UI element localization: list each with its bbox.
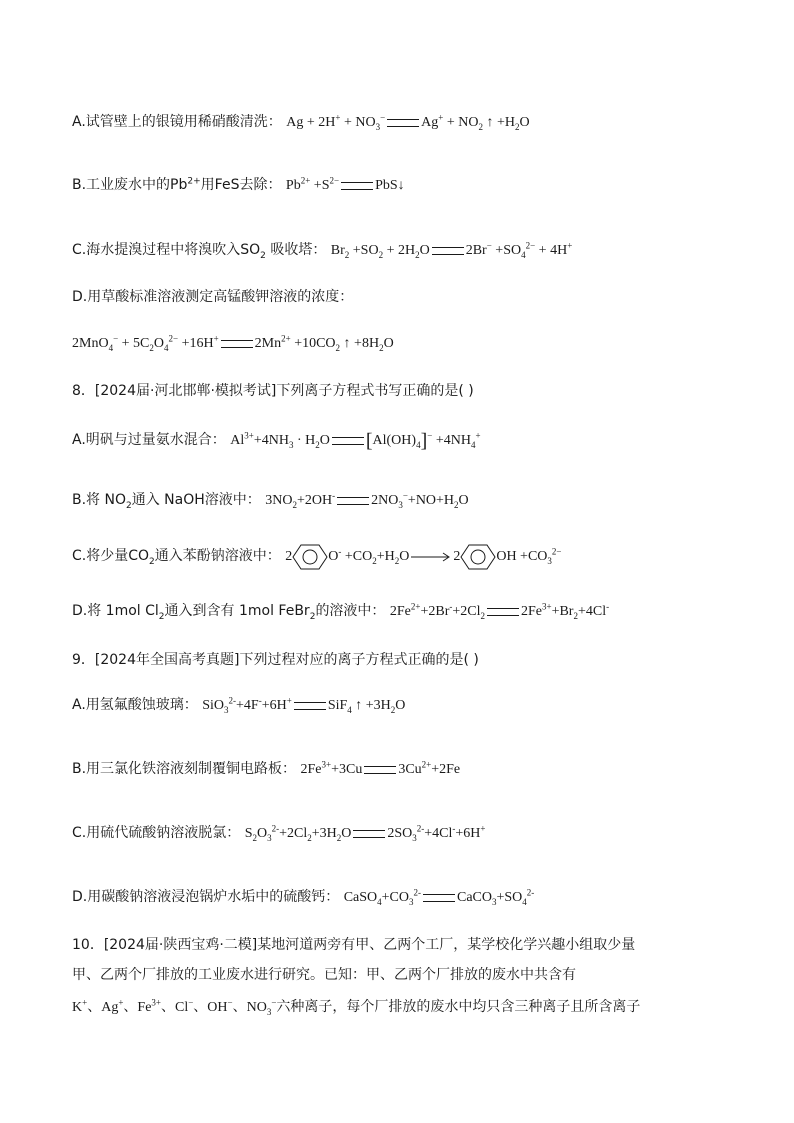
q9-option-d (72, 887, 534, 908)
q9-option-a-label: A.用氢氟酸蚀玻璃： (72, 697, 198, 713)
q7-option-a (72, 112, 530, 133)
benzene-ring-icon (292, 543, 328, 571)
benzene-ring-icon (460, 543, 496, 571)
q8-option-a (72, 430, 481, 451)
right-arrow-icon (411, 552, 451, 562)
q9-stem: 9．[2024年全国高考真题]下列过程对应的离子方程式正确的是( ) (72, 652, 479, 668)
q8-option-a-label: A.明矾与过量氨水混合： (72, 432, 226, 448)
q9-option-c-equation: $S_2O_3^{2-}+2Cl_2+3H_2O$ $2SO_3^{2-}+4Cl^-+6H^+$ (244, 823, 486, 843)
q7-option-c-label: C.海水提溴过程中将溴吹入$SO_2$ 吸收塔： (72, 242, 327, 261)
q8-option-c-equation: 2 $O^- +CO_2+H_2O$ 2 OH $+CO_3^{2-}$ (285, 549, 561, 564)
q9-option-d-label: D.用碳酸钠溶液浸泡锅炉水垢中的硫酸钙： (72, 889, 340, 905)
q10-ion-list: K+、Ag+、$Fe^{3+}$、Cl−、OH−、$NO_3^-$ (72, 997, 277, 1017)
q9-option-c (72, 823, 486, 844)
q8-option-d-label: D.将 1mol $Cl_2$通入到含有 1mol FeBr$_2$的溶液中： (72, 603, 386, 622)
q8-stem: 8．[2024届·河北邯郸·模拟考试]下列离子方程式书写正确的是( ) (72, 383, 474, 399)
q9-option-b-equation: $2Fe^{3+}+3Cu$ $3Cu^{2+}+2Fe$ (300, 759, 461, 777)
q7-option-a-equation: $Ag + 2H^+ + NO_3^-$ $Ag^+ + NO_2$ ↑ $+H_2O$ (286, 112, 530, 132)
q7-option-a-label: A.试管壁上的银镜用稀硝酸清洗： (72, 114, 282, 130)
q7-option-d-label: D.用草酸标准溶液测定高锰酸钾溶液的浓度： (72, 289, 354, 305)
q7-option-c-equation: $Br_2 +SO_2 + 2H_2O$ $2Br^- +SO_4^{2-} + 4H^+$ (330, 240, 573, 260)
q8-option-c (72, 543, 561, 571)
q8-option-a-equation: $Al^{3+}+4NH_3 \cdot H_2O$ $[Al(OH)_4]^- +4NH_4^+$ (230, 429, 481, 452)
q9-option-b (72, 759, 460, 780)
q7-option-c (72, 240, 572, 261)
q7-option-d (72, 287, 353, 307)
q7-option-d-equation: $2MnO_4^- + 5C_2O_4^{2-} +16H^+$ $2Mn^{2+} +10CO_2$ ↑ $+8H_2O$ (72, 333, 394, 353)
q9-option-a (72, 695, 405, 716)
q9-option-d-equation: $CaSO_4+CO_3^{2-}$ $CaCO_3+SO_4^{2-}$ (343, 887, 535, 907)
q7-option-d-equation-line (72, 333, 394, 354)
q9-option-b-label: B.用三氯化铁溶液刻制覆铜电路板： (72, 761, 297, 777)
q7-option-b-label: B.工业废水中的$Pb^{2+}$用FeS去除： (72, 176, 282, 193)
q9-option-a-equation: SiO$_3^{2-}$+4F-+6H+ SiF$_4$ ↑ $+3H_2O$ (202, 695, 406, 715)
q7-option-b (72, 175, 405, 196)
q8-option-c-label: C.将少量$CO_2$通入苯酚钠溶液中： (72, 548, 281, 568)
q10-line-3: K+、Ag+、$Fe^{3+}$、Cl−、OH−、$NO_3^-$六种离子，每个厂排放的废水中均只含三种离子且所含离子 (72, 997, 641, 1017)
q10-line-2: 甲、乙两个厂排放的工业废水进行研究。已知：甲、乙两个厂排放的废水中共含有 (72, 967, 576, 983)
q8-option-b-equation: $3NO_2+2OH^-$ $2NO_3^-+NO+H_2O$ (265, 490, 469, 510)
q8-option-b (72, 490, 469, 511)
q7-option-b-equation: $Pb^{2+} +S^{2-}$ PbS↓ (285, 175, 405, 193)
q8-option-d (72, 601, 609, 622)
q8-option-d-equation: $2Fe^{2+}+2Br^-+2Cl_2$ $2Fe^{3+}+Br_2+4Cl^-$ (389, 601, 610, 621)
q8-option-b-label: B.将 $NO_2$通入 NaOH溶液中： (72, 492, 261, 511)
q10-line-1: 10．[2024届·陕西宝鸡·二模]某地河道两旁有甲、乙两个工厂，某学校化学兴趣小组取少量 (72, 937, 636, 953)
q9-option-c-label: C.用硫代硫酸钠溶液脱氯： (72, 825, 241, 841)
